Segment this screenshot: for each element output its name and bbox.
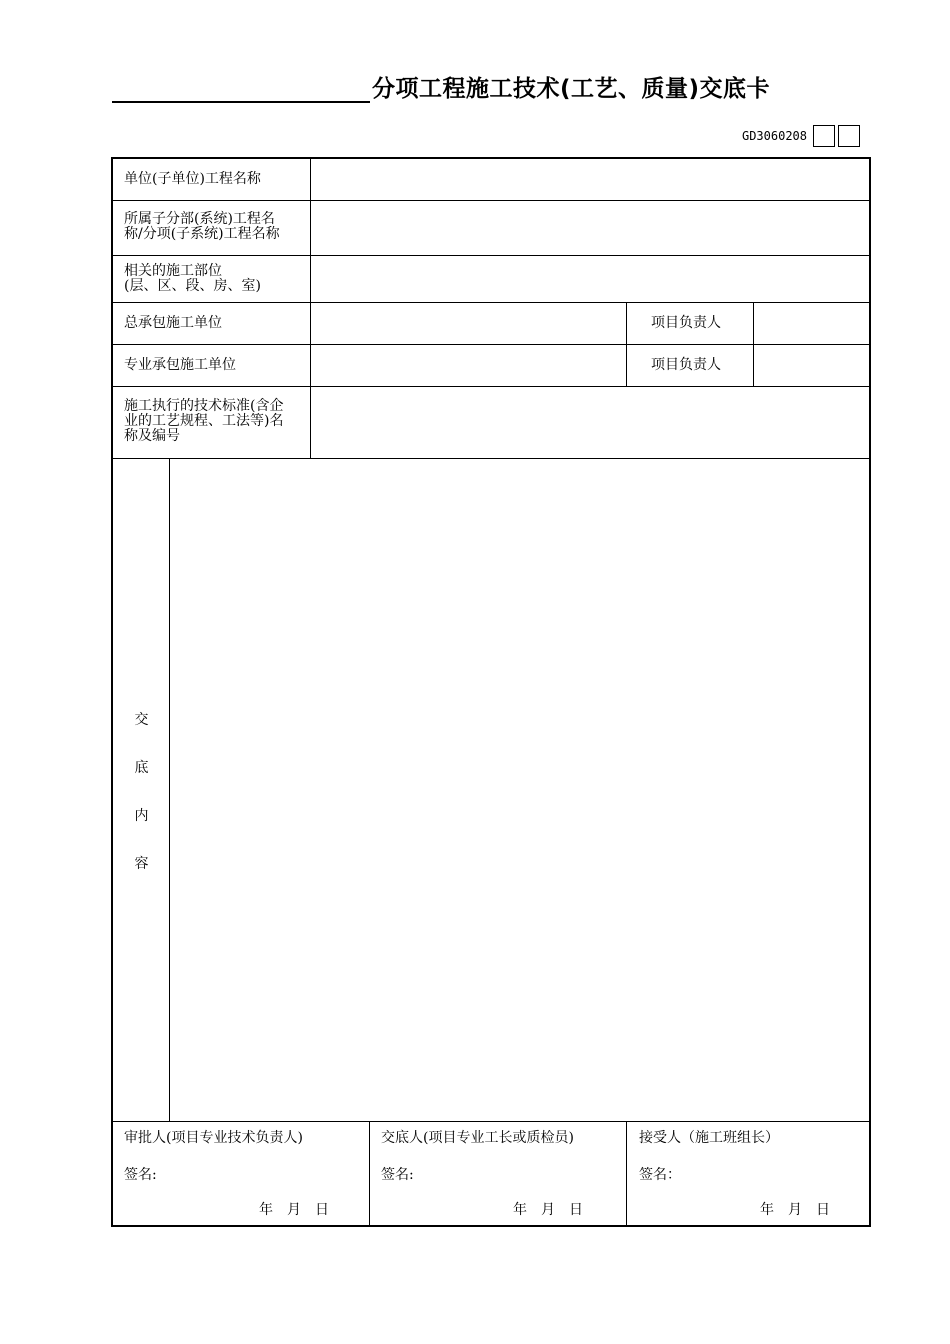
receiver-date: 年 月 日 — [760, 1202, 830, 1218]
disclosure-content-area[interactable] — [170, 459, 871, 1121]
project-name-field[interactable] — [311, 159, 871, 200]
sub-project-field[interactable] — [311, 201, 871, 255]
project-manager-field-2[interactable] — [754, 345, 871, 386]
signature-divider — [369, 1121, 370, 1227]
approver-label: 审批人(项目专业技术负责人) — [124, 1130, 303, 1146]
form-code-row — [742, 124, 860, 148]
row-divider — [113, 1121, 871, 1122]
standard-label-line1: 施工执行的技术标准(含企 — [124, 398, 284, 414]
location-label-line2: (层、区、段、房、室) — [124, 278, 261, 294]
content-label-char-3: 内 — [134, 808, 149, 824]
location-field[interactable] — [311, 256, 871, 302]
specialty-contractor-label: 专业承包施工单位 — [124, 357, 236, 373]
project-manager-field-1[interactable] — [754, 303, 871, 344]
standard-field[interactable] — [311, 387, 871, 458]
standard-label-line3: 称及编号 — [124, 428, 180, 444]
title-blank-line — [112, 101, 370, 103]
project-manager-label-1: 项目负责人 — [651, 315, 721, 331]
sub-project-label-line2: 称/分项(子系统)工程名称 — [124, 226, 280, 242]
disclosure-form — [111, 157, 871, 1227]
receiver-sign-label: 签名： — [639, 1167, 681, 1183]
page-title: 分项工程施工技术(工艺、质量)交底卡 — [372, 76, 771, 102]
signature-divider — [626, 1121, 627, 1227]
project-manager-label-2: 项目负责人 — [651, 357, 721, 373]
code-box-1[interactable] — [813, 125, 835, 147]
specialty-contractor-field[interactable] — [311, 345, 626, 386]
general-contractor-field[interactable] — [311, 303, 626, 344]
discloser-label: 交底人(项目专业工长或质检员) — [381, 1130, 574, 1146]
approver-date: 年 月 日 — [259, 1202, 329, 1218]
project-name-label: 单位(子单位)工程名称 — [124, 171, 261, 187]
discloser-date: 年 月 日 — [513, 1202, 583, 1218]
location-label-line1: 相关的施工部位 — [124, 263, 222, 279]
approver-sign-label: 签名: — [124, 1167, 157, 1183]
content-label-char-2: 底 — [134, 760, 149, 776]
code-box-2[interactable] — [838, 125, 860, 147]
content-label-char-1: 交 — [134, 712, 149, 728]
receiver-label: 接受人（施工班组长） — [639, 1130, 779, 1146]
standard-label-line2: 业的工艺规程、工法等)名 — [124, 413, 284, 429]
column-divider — [626, 302, 627, 386]
discloser-sign-label: 签名: — [381, 1167, 414, 1183]
content-label-char-4: 容 — [134, 856, 149, 872]
general-contractor-label: 总承包施工单位 — [124, 315, 222, 331]
form-code: GD3060208 — [741, 129, 807, 143]
sub-project-label-line1: 所属子分部(系统)工程名 — [124, 211, 275, 227]
